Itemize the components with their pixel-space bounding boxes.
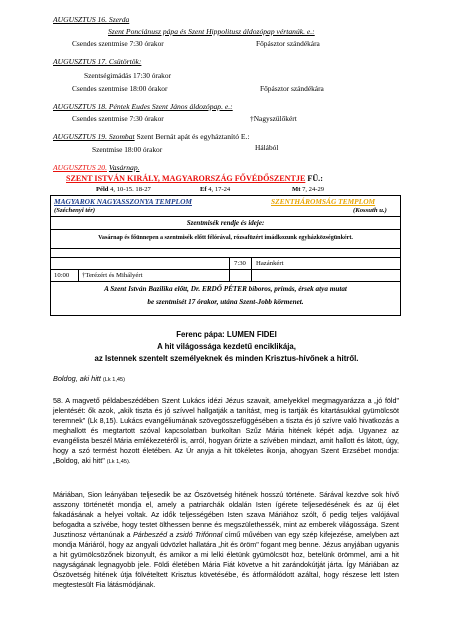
mass-time: Csendes szentmise 18:00 órakor (72, 84, 168, 93)
adoration-time: Szentségimádás 17:30 órakor (84, 71, 172, 80)
mass-intention: †Nagyszülőkért (250, 114, 297, 123)
sunday-heading: AUGUSZTUS 20. Vasárnap. (53, 163, 140, 172)
mass-intention: Főpásztor szándékára (260, 84, 324, 93)
mass-schedule-table (50, 195, 401, 316)
table-divider (51, 281, 400, 282)
paragraph-58: 58. A magvető példabeszédében Szent Lukács idézi Jézus szavait, amelyekkel megmagyarázza a „jó föld" jelentését: ők azok, „akik tiszta és jó szívvel hallgatják a tanítást, meg is tartják és kitartásukkal gyümölcsöt teremnek" (Lk 8,15). Lukács evangéliumának szövegösszefüggésében a tiszta és jó szívre való hivatkozás a meghallott és megtartott szóval kapcsolatban burkoltan Szűz Mária hitének képét adja. Ugyanez az evangélista beszél Mária emlékezetéről is, arról, hogyan őrizte a szívében mindazt, amit hallott és látott, úgy, hogy a szó termést hozott életében. Az Úr anyja a hit tökéletes ikonja, ahogyan Szent Erzsébet mondja: „Boldog, aki hitt" (Lk 1,45). (53, 397, 399, 466)
left-intention: †Terézért és Mihályért (82, 272, 143, 279)
mass-time: Szentmise 18:00 órakor (92, 145, 163, 154)
basilica-note-line-1: A Szent István Bazilika előtt, Dr. ERDŐ PÉTER bíboros, prímás, érsek atya mutat (104, 285, 347, 293)
reading-2: Ef 4, 17-24 (200, 186, 231, 193)
table-divider (51, 216, 400, 217)
right-intention: Hazánkért (256, 260, 284, 267)
rosary-note: Vasárnap és főünnepen a szentmisék előtt félórával, rózsafüzért imádkozunk egyházközségünkért. (98, 235, 353, 241)
mass-time: Csendes szentmise 7:30 órakor (72, 39, 164, 48)
table-divider (229, 257, 230, 281)
reading-1: Péld 4, 10-15. 18-27 (96, 186, 151, 193)
article-title: Ferenc pápa: LUMEN FIDEI (176, 330, 277, 339)
article-subtitle-1: A hit világossága kezdetű enciklikája, (157, 342, 296, 351)
sunday-feast-line: SZENT ISTVÁN KIRÁLY, MAGYARORSZÁG FŐVÉDŐSZENTJE FÜ.: (66, 174, 323, 183)
church-left-name: MAGYAROK NAGYASSZONYA TEMPLOM (54, 197, 192, 206)
table-divider (78, 269, 79, 281)
mass-intention: Főpásztor szándékára (256, 39, 320, 48)
table-divider (51, 229, 400, 230)
left-time: 10:00 (54, 272, 70, 279)
church-right-name: SZENTHÁROMSÁG TEMPLOM (271, 197, 376, 206)
day-heading-aug-18: AUGUSZTUS 18. Péntek Eudes Szent János áldozópap. e.: (53, 102, 233, 111)
schedule-title: Szentmisék rendje és ideje: (186, 219, 265, 227)
table-divider (251, 257, 252, 281)
basilica-note-line-2: be szentmisét 17 órakor, utána Szent-Jobb körmenet. (147, 298, 304, 306)
day-heading-aug-17: AUGUSZTUS 17. Csütörtök: (53, 57, 142, 66)
section-heading: Boldog, aki hitt (Lk 1,45) (53, 374, 125, 383)
right-time: 7:30 (234, 260, 246, 267)
church-right-address: (Kossuth u.) (353, 207, 387, 214)
table-divider (51, 257, 400, 258)
table-divider (51, 248, 400, 249)
article-subtitle-2: az Istennek szentelt személyeknek és minden Krisztus-hívőnek a hitről. (94, 354, 359, 363)
reading-3: Mt 7, 24-29 (292, 186, 325, 193)
mass-intention: Hálából (255, 143, 279, 152)
saint-line-aug-16: Szent Ponciánusz pápa és Szent Hippolitusz áldozópap vértanúk. e.: (108, 27, 315, 36)
day-heading-aug-19: AUGUSZTUS 19. Szombat Szent Bernát apát és egyháztanító E.: (53, 132, 250, 141)
day-heading-aug-16: AUGUSZTUS 16. Szerda (53, 15, 130, 24)
paragraph-maria: Máriában, Sion leányában teljesedik be az Ószövetség hitének hosszú története. Sárával kezdve sok hívő asszony történetét mondja el, amely a patriarchák oldalán Isten ígérete teljesedésének és az új élet fakadásának a helyei voltak. Az idők teljességében Isten szava Máriához szólt, ő pedig teljes valójával befogadta a szívébe, hogy testet ölthessen benne és megszülethessék, mint az emberek világossága. Szent Jusztinosz vértanúnak a Párbeszéd a zsidó Trifónnal című művében van egy szép kifejezése, amelyben azt mondja Máriáról, hogy az angyali üdvözlet hallatára „hit és öröm" fogant meg benne. Jézus anyjában ugyanis a hit gyümölcsözőnek bizonyult, és amikor a mi lelki életünk gyümölcsöt hoz, betelünk örömmel, ami a hit nagyságának legnagyobb jele. Földi életében Mária Fiát követve a hit zarándokútját járta. Így Máriában az Ószövetség hitének útja fölvételtett Krisztus követésébe, és átformálódott azáltal, hogy részese lett Isten megtestesült Fia látásmódjának. (53, 491, 400, 590)
table-divider (51, 269, 400, 270)
church-left-address: (Széchenyi tér) (54, 207, 96, 214)
mass-time: Csendes szentmise 7:30 órakor (72, 114, 164, 123)
